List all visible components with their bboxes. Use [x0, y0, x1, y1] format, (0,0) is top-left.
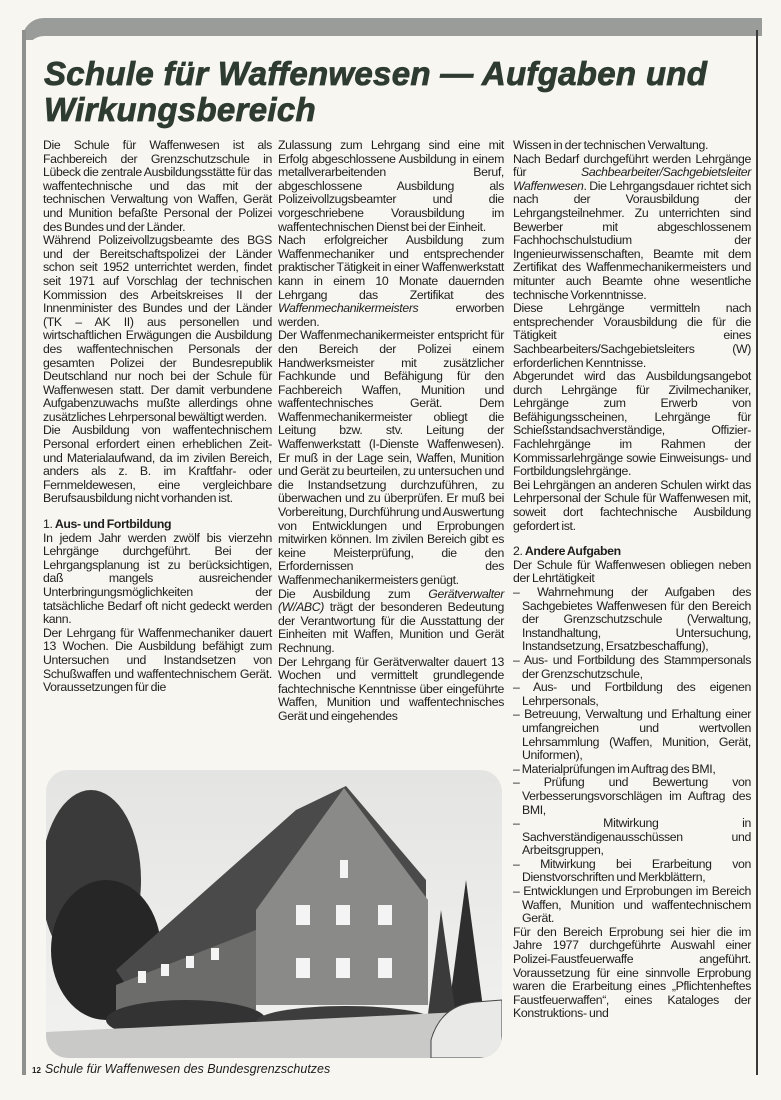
- list-item: [513, 681, 751, 708]
- text-run: . Die Lehrgangsdauer richtet sich nach der Vorausbildung der Lehrgangsteilnehmer. Zu unterrichten sind Bewerber mit abgeschlossenem Fachhochschulstudium der Ingenieurwissenschaften, Beamte mit dem Zertifikat des Waffenmechanikermeisters und mitunter auch Beamte ohne wesentliche technische Vorkenntnisse.: [513, 178, 751, 302]
- text-run: 1.: [43, 517, 55, 532]
- building-photo: [46, 770, 502, 1058]
- text-run: – Mitwirkung bei Erarbeitung von Dienstvorschriften und Merkblättern,: [513, 856, 751, 885]
- list-item: [513, 654, 751, 681]
- text-run: – Prüfung und Bewertung von Verbesserungsvorschlägen im Auftrag des BMI,: [513, 775, 751, 817]
- paragraph: [43, 234, 272, 424]
- text-run: Der Lehrgang für Gerätverwalter dauert 13 Wochen und vermittelt grundlegende fachtechnische Kenntnisse über eingeführte Waffen, Munition und waffentechnisches Gerät und eingehendes: [278, 654, 504, 723]
- list-item: [513, 858, 751, 885]
- text-run: Nach erfolgreicher Ausbildung zum Waffenmechaniker und entsprechender praktischer Tätigkeit in einer Waffenwerkstatt kann in einem 10 Monate dauernden Lehrgang das Zertifikat des: [278, 233, 504, 302]
- text-run: – Materialprüfungen im Auftrag des BMI,: [513, 761, 716, 776]
- paragraph: [43, 532, 272, 627]
- text-run: Die Schule für Waffenwesen ist als Fachbereich der Grenzschutzschule in Lübeck die zentrale Ausbildungsstätte für das waffentechnische und das mit der technischen Verwaltung von Waffen, Gerät und Munition befaßte Personal der Polizei des Bundes und der Länder.: [43, 138, 272, 234]
- photo-caption: [32, 1062, 330, 1076]
- text-run: Die Ausbildung von waffentechnischem Personal erfordert einen erheblichen Zeit- und Materialaufwand, da im zivilen Bereich, anders als z. B. im Kraftfahr- oder Fernmeldewesen, eine vergleichbare Berufsausbildung nicht vorhanden ist.: [43, 423, 272, 506]
- section-heading: Andere Aufgaben: [524, 544, 621, 559]
- text-run: Bei Lehrgängen an anderen Schulen wirkt das Lehrpersonal der Schule für Waffenwesen mit, soweit dort fachtechnische Ausbildung gefordert ist.: [513, 477, 751, 533]
- list-item: [513, 708, 751, 762]
- list-item: [513, 885, 751, 926]
- text-run: – Mitwirkung in Sachverständigenausschüssen und Arbeitsgruppen,: [513, 816, 751, 858]
- paragraph: [43, 518, 272, 532]
- paragraph: [43, 139, 272, 234]
- text-run: Nach Bedarf durchgeführt werden Lehrgänge für: [513, 151, 751, 180]
- paragraph: [278, 656, 504, 724]
- text-run: erworben werden.: [278, 301, 504, 329]
- paragraph: [513, 153, 751, 303]
- page-title: Schule für Waffenwesen — Aufgaben und Wirkungsbereich: [44, 55, 708, 128]
- paragraph: [513, 139, 751, 153]
- paragraph: [513, 302, 751, 370]
- text-run: 2.: [513, 544, 525, 559]
- paragraph: [513, 926, 751, 1021]
- list-item: [513, 776, 751, 817]
- caption-text: Schule für Waffenwesen des Bundesgrenzschutzes: [44, 1062, 331, 1076]
- text-run: – Aus- und Fortbildung des Stammpersonals der Grenzschutzschule,: [513, 652, 751, 681]
- paragraph: [513, 559, 751, 586]
- text-run: Der Lehrgang für Waffenmechaniker dauert 13 Wochen. Die Ausbildung befähigt zum Untersuchen und Instandsetzen von Schußwaffen und waffentechnischem Gerät. Voraussetzungen für die: [43, 625, 272, 695]
- list-item: [513, 817, 751, 858]
- text-run: Wissen in der technischen Verwaltung.: [513, 138, 709, 152]
- paragraph: [278, 139, 504, 234]
- text-run: Der Schule für Waffenwesen obliegen neben der Lehrtätigkeit: [513, 557, 751, 586]
- page-number: 12: [32, 1066, 41, 1075]
- text-run: Abgerundet wird das Ausbildungsangebot durch Lehrgänge für Zivilmechaniker, Lehrgänge zum Erwerb von Befähigungsscheinen, Lehrgänge für Schießstandsachverständige, Offizier-Fachlehrgänge im Rahmen der Kommissarlehrgänge sowie Einweisungs- und Fortbildungslehrgänge.: [513, 369, 751, 479]
- paragraph: [278, 234, 504, 329]
- text-run: In jedem Jahr werden zwölf bis vierzehn Lehrgänge durchgeführt. Bei der Lehrgangsplanung ist zu berücksichtigen, daß mangels ausreichender Unterbringungsmöglichkeiten der tatsächliche Bedarf oft nicht gedeckt werden kann.: [43, 530, 272, 627]
- list-item: [513, 586, 751, 654]
- text-run: Waffenmechanikermeisters: [278, 301, 419, 316]
- right-border: [756, 30, 758, 1075]
- paragraph: [43, 424, 272, 506]
- text-run: Zulassung zum Lehrgang sind eine mit Erfolg abgeschlossene Ausbildung in einem metallverarbeitenden Beruf, abgeschlossene Ausbildung als Polizeivollzugsbeamter und die vorgeschriebene Vorausbildung im waffentechnischen Dienst bei der Einheit.: [278, 138, 504, 234]
- paragraph: [278, 329, 504, 587]
- paragraph: [43, 627, 272, 695]
- text-column-3: [513, 139, 751, 1021]
- text-column-1: [43, 139, 272, 695]
- left-border: [22, 30, 26, 1075]
- text-run: Diese Lehrgänge vermitteln nach entsprechender Vorausbildung die für die Tätigkeit eines Sachbearbeiters/Sachgebietsleiters (W) erforderlichen Kenntnisse.: [513, 301, 751, 370]
- paragraph: [513, 545, 751, 559]
- text-run: Der Waffenmechanikermeister entspricht für den Bereich der Polizei einem Handwerksmeister mit zusätzlicher Fachkunde und Befähigung für den Fachbereich Waffen, Munition und waffentechnisches Gerät. Dem Waffenmechanikermeister obliegt die Leitung bzw. stv. Leitung der Waffenwerkstatt (I-Dienste Waffenwesen). Er muß in der Lage sein, Waffen, Munition und Gerät zu beurteilen, zu untersuchen und die Instandsetzung durchzuführen, zu überwachen und zu überprüfen. Er muß bei Vorbereitung, Durchführung und Auswertung von Entwicklungen und Erprobungen mitwirken können. Im zivilen Bereich gibt es keine Meisterprüfung, die den Erfordernissen des Waffenmechanikermeisters genügt.: [278, 328, 504, 587]
- paragraph: [278, 588, 504, 656]
- text-run: Die Ausbildung zum: [278, 586, 429, 601]
- text-run: – Aus- und Fortbildung des eigenen Lehrpersonals,: [513, 680, 751, 708]
- list-item: [513, 763, 751, 777]
- text-run: – Entwicklungen und Erprobungen im Bereich Waffen, Munition und waffentechnischem Gerät.: [513, 884, 751, 926]
- text-run: Während Polizeivollzugsbeamte des BGS und der Bereitschaftspolizei der Länder schon seit 1952 unterrichtet werden, findet seit 1971 auf Vorschlag der technischen Kommission des Arbeitskreises II der Innenminister des Bundes und der Länder (TK – AK II) aus personellen und wirtschaftlichen Erwägungen die Ausbildung des waffentechnischen Personals der gesamten Polizei der Bundesrepublik Deutschland nur noch bei der Schule für Waffenwesen statt. Der damit verbundene Aufgabenzuwachs mußte allerdings ohne zusätzliches Lehrpersonal bewältigt werden.: [43, 233, 272, 424]
- text-column-2: [278, 139, 504, 724]
- text-run: – Wahrnehmung der Aufgaben des Sachgebietes Waffenwesen für den Bereich der Grenzschutzschule (Verwaltung, Instandhaltung, Untersuchung, Instandsetzung, Ersatzbeschaffung),: [513, 585, 751, 654]
- paragraph: [513, 479, 751, 533]
- section-heading: Aus- und Fortbildung: [54, 517, 172, 532]
- text-run: Gerätverwalter (W/ABC): [278, 586, 504, 615]
- text-run: – Betreuung, Verwaltung und Erhaltung einer umfangreichen und wertvollen Lehrsammlung (Waffen, Munition, Gerät, Uniformen),: [513, 707, 751, 763]
- paragraph: [513, 370, 751, 479]
- text-run: Für den Bereich Erprobung sei hier die im Jahre 1977 durchgeführte Auswahl einer Polizei-Faustfeuerwaffe angeführt. Voraussetzung für eine sinnvolle Erprobung waren die Erarbeitung eines „Pflichtenheftes Faustfeuerwaffen“, eines Kataloges der Konstruktions- und: [513, 924, 751, 1021]
- text-run: trägt der besonderen Bedeutung der Verantwortung für die Ausstattung der Einheiten mit Waffen, Munition und Gerät Rechnung.: [278, 600, 504, 655]
- text-run: Sachbearbeiter/Sachgebietsleiter Waffenwesen: [513, 165, 751, 193]
